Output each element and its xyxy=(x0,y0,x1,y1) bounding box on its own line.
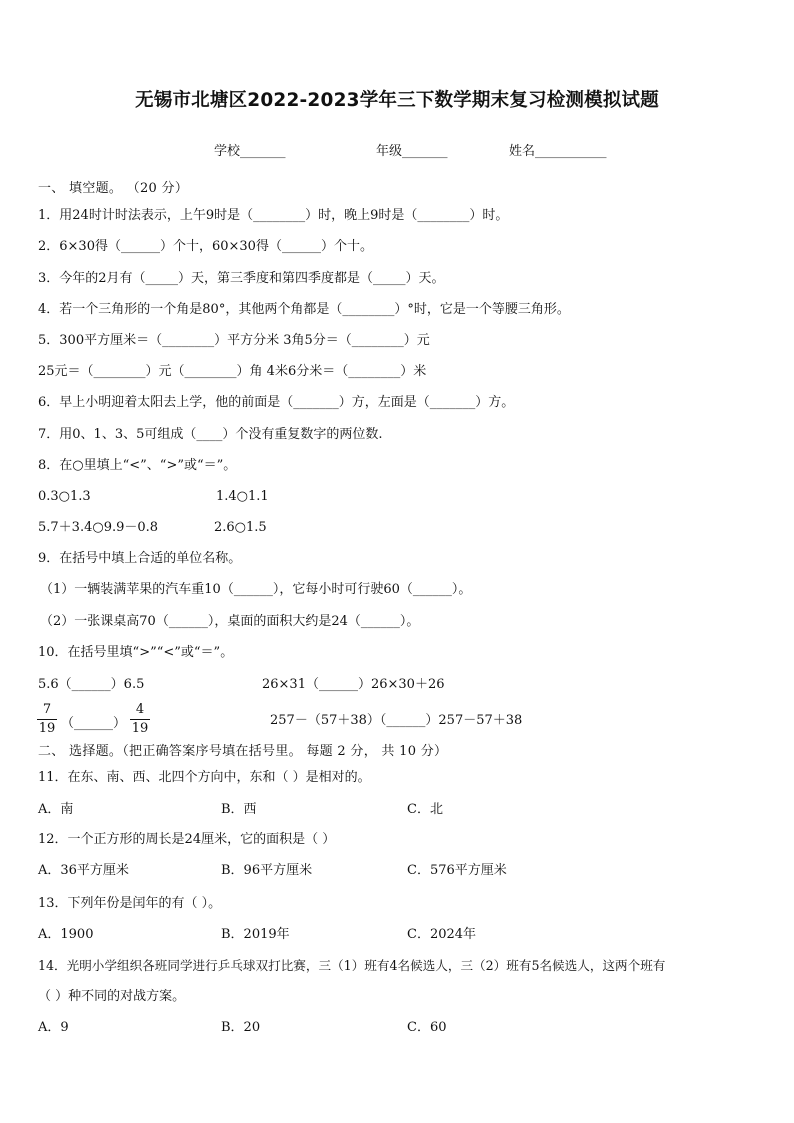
fraction-numerator: 7 xyxy=(42,702,52,717)
q8-item-1: 0.3○1.3 xyxy=(38,489,91,504)
q13-option-c: C．2024年 xyxy=(407,927,477,942)
name-field: 姓名___________ xyxy=(509,144,607,159)
question-8: 8．在○里填上“<”、“>”或“＝”。 xyxy=(38,458,237,473)
fraction-numerator: 4 xyxy=(135,702,145,717)
question-1: 1．用24时计时法表示，上午9时是（________）时，晚上9时是（________）时。 xyxy=(38,208,509,223)
section2-heading: 二、 选择题。（把正确答案序号填在括号里。 每题 2 分， 共 10 分） xyxy=(38,744,448,759)
q11-option-b: B．西 xyxy=(221,802,257,817)
question-5b: 25元＝（________）元（________）角 4米6分米＝（________）米 xyxy=(38,364,427,379)
q11-option-c: C．北 xyxy=(407,802,443,817)
fraction-denominator: 19 xyxy=(131,721,149,736)
q12-option-b: B．96平方厘米 xyxy=(221,863,313,878)
q14-option-b: B．20 xyxy=(221,1020,261,1035)
question-7: 7．用0、1、3、5可组成（____）个没有重复数字的两位数. xyxy=(38,427,383,442)
school-field: 学校_______ xyxy=(214,144,286,159)
question-3: 3．今年的2月有（_____）天，第三季度和第四季度都是（_____）天。 xyxy=(38,271,445,286)
section1-heading: 一、 填空题。 （20 分） xyxy=(38,181,189,196)
fraction-4-19 xyxy=(130,702,150,737)
question-13: 13．下列年份是闰年的有（ ）。 xyxy=(38,896,222,911)
question-2: 2．6×30得（______）个十，60×30得（______）个十。 xyxy=(38,239,373,254)
q14-option-a: A．9 xyxy=(38,1020,69,1035)
fraction-7-19 xyxy=(37,702,57,737)
q8-item-4: 2.6○1.5 xyxy=(214,520,267,535)
q13-option-b: B．2019年 xyxy=(221,927,290,942)
q12-option-c: C．576平方厘米 xyxy=(407,863,507,878)
q8-item-3: 5.7＋3.4○9.9－0.8 xyxy=(38,520,159,535)
fraction-bar xyxy=(130,719,150,720)
question-9a: （1）一辆装满苹果的汽车重10（______），它每小时可行驶60（______）。 xyxy=(40,582,472,597)
q10-item-d: 257－（57＋38）（______）257－57＋38 xyxy=(270,713,523,728)
question-12: 12．一个正方形的周长是24厘米，它的面积是（ ） xyxy=(38,832,336,847)
q11-option-a: A．南 xyxy=(38,802,74,817)
question-4: 4．若一个三角形的一个角是80°，其他两个角都是（________）°时，它是一个等腰三角形。 xyxy=(38,302,570,317)
question-9: 9．在括号中填上合适的单位名称。 xyxy=(38,551,242,566)
question-9b: （2）一张课桌高70（______），桌面的面积大约是24（______）。 xyxy=(40,614,420,629)
q13-option-a: A．1900 xyxy=(38,927,94,942)
q10-item-a: 5.6（______）6.5 xyxy=(38,677,145,692)
q14-option-c: C．60 xyxy=(407,1020,447,1035)
question-14: 14．光明小学组织各班同学进行乒乓球双打比赛，三（1）班有4名候选人，三（2）班有5名候选人，这两个班有 xyxy=(38,958,666,973)
q10-item-b: 26×31（______）26×30＋26 xyxy=(262,677,445,692)
q8-item-2: 1.4○1.1 xyxy=(216,489,269,504)
question-5a: 5．300平方厘米＝（________）平方分米 3角5分＝（________）元 xyxy=(38,333,430,348)
q10-fraction-blank: （______） xyxy=(61,716,127,731)
question-10: 10．在括号里填“>”“<”或“＝”。 xyxy=(38,645,234,660)
page-title: 无锡市北塘区2022-2023学年三下数学期末复习检测模拟试题 xyxy=(135,90,659,111)
q12-option-a: A．36平方厘米 xyxy=(38,863,129,878)
fraction-denominator: 19 xyxy=(38,721,56,736)
fraction-bar xyxy=(37,719,57,720)
grade-field: 年级_______ xyxy=(376,144,448,159)
question-14-continued: （ ）种不同的对战方案。 xyxy=(38,989,186,1004)
question-6: 6．早上小明迎着太阳去上学，他的前面是（_______）方，左面是（_______）方。 xyxy=(38,395,515,410)
question-11: 11．在东、南、西、北四个方向中，东和（ ）是相对的。 xyxy=(38,770,371,785)
